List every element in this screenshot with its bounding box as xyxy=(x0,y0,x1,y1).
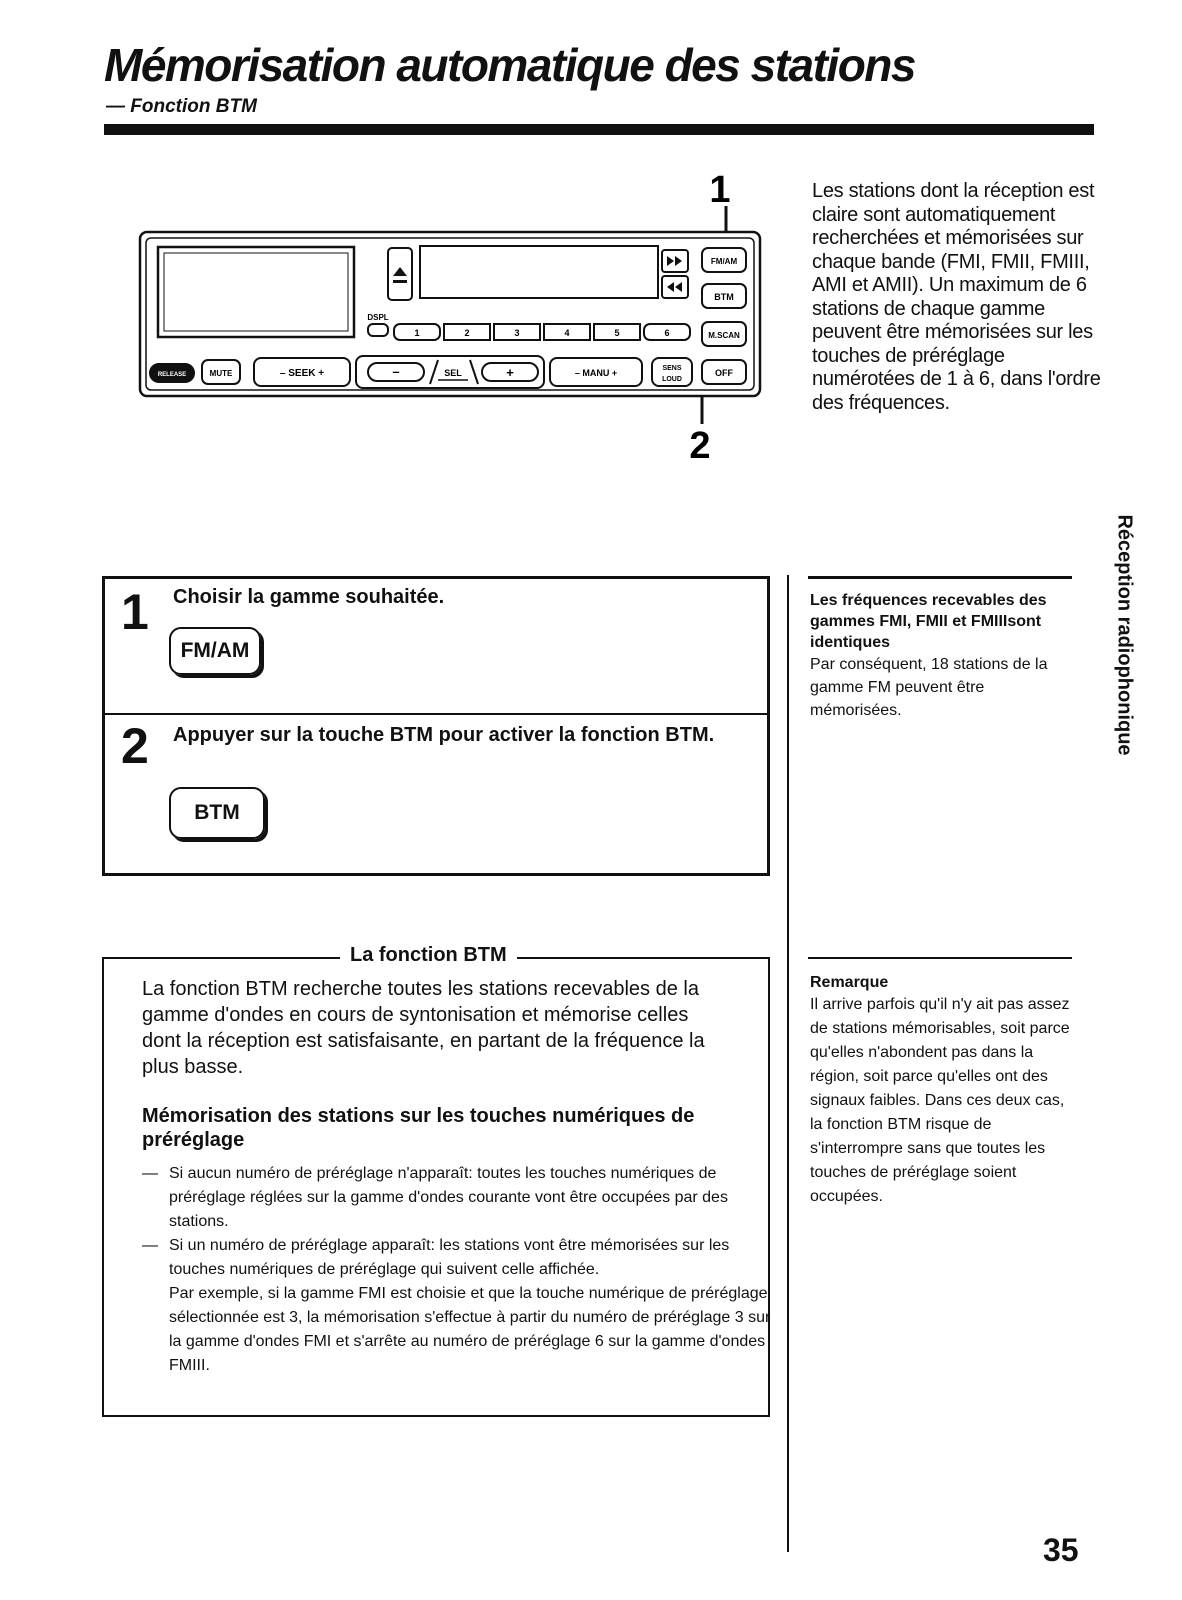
list-dash: — xyxy=(142,1165,158,1182)
fmam-key: FM/AM xyxy=(169,627,261,675)
svg-text:– SEEK +: – SEEK + xyxy=(279,368,325,379)
intro-text: Les stations dont la réception est claire sont automatiquement recherchées et mémorisées sur chaque bande (FMI, FMII, FMIII, AMI et AMII). Un maximum de 6 stations de chaque gamme peuvent être mémorisées sur les touches de préréglage numérotées de 1 à 6, dans l'ordre des fréquences. xyxy=(812,180,1101,414)
svg-text:FM/AM: FM/AM xyxy=(710,257,738,266)
btm-key: BTM xyxy=(169,787,265,839)
svg-text:OFF: OFF xyxy=(715,368,733,378)
dspl-label: DSPL xyxy=(367,313,389,322)
list-item-text: Si un numéro de préréglage apparaît: les stations vont être mémorisées sur les touches numériques de préréglage qui suivent celle affichée. xyxy=(169,1237,730,1278)
svg-text:5: 5 xyxy=(614,328,620,338)
callout-2: 2 xyxy=(689,425,711,467)
title-rule xyxy=(104,124,1094,135)
column-divider xyxy=(787,575,789,1552)
page-title: Mémorisation automatique des stations xyxy=(104,39,915,91)
svg-text:–: – xyxy=(392,364,400,379)
btm-list xyxy=(142,1162,772,1378)
svg-text:+: + xyxy=(506,365,514,380)
list-item xyxy=(142,1162,772,1234)
svg-text:– MANU +: – MANU + xyxy=(574,368,618,378)
side-note-2-text: Il arrive parfois qu'il n'y ait pas assez de stations mémorisables, soit parce qu'elles n'abondent pas dans la région, soit parce qu'elles ont des signaux faibles. Dans ces deux cas, la fonction BTM risque de s'interrompre sans que toutes les touches de préréglage soient occupées. xyxy=(810,996,1070,1205)
svg-text:SENS: SENS xyxy=(662,365,682,372)
step-1-text: Choisir la gamme souhaitée. xyxy=(173,586,445,608)
svg-text:BTM: BTM xyxy=(714,292,734,302)
svg-text:3: 3 xyxy=(514,328,520,338)
step-1-number: 1 xyxy=(121,584,149,640)
svg-text:2: 2 xyxy=(464,328,470,338)
list-item-text: Si aucun numéro de préréglage n'apparaît: toutes les touches numériques de préréglage réglées sur la gamme d'ondes courante vont être occupées par des stations. xyxy=(169,1165,728,1230)
step-1 xyxy=(105,579,767,715)
callout-1: 1 xyxy=(709,169,731,211)
step-2 xyxy=(105,713,767,873)
btm-paragraph: La fonction BTM recherche toutes les stations recevables de la gamme d'ondes en cours de syntonisation et mémorise celles dont la réception est satisfaisante, en partant de la fréquence la plus basse. xyxy=(142,978,705,1078)
section-tab xyxy=(1104,505,1144,765)
side-note-2 xyxy=(810,972,1080,1209)
svg-text:4: 4 xyxy=(564,328,570,338)
svg-text:1: 1 xyxy=(414,328,420,338)
sel-label: SEL xyxy=(444,368,462,378)
side-note-1-rule xyxy=(808,576,1072,579)
btm-box-legend: La fonction BTM xyxy=(340,944,517,967)
section-tab-label: Réception radiophonique xyxy=(1113,514,1136,756)
list-dash: — xyxy=(142,1237,158,1254)
svg-text:6: 6 xyxy=(664,328,670,338)
page-subtitle: — Fonction BTM xyxy=(106,96,257,117)
svg-text:RELEASE: RELEASE xyxy=(157,372,187,378)
side-note-2-heading: Remarque xyxy=(810,974,889,991)
steps-box xyxy=(102,576,770,876)
svg-text:M.SCAN: M.SCAN xyxy=(708,331,740,340)
side-note-1 xyxy=(810,590,1080,722)
example-text: Par exemple, si la gamme FMI est choisie et que la touche numérique de préréglage sélectionnée est 3, la mémorisation s'effectue à partir du numéro de préréglage 3 sur la gamme d'ondes FMI et s'arrête au numéro de préréglage 6 sur la gamme d'ondes FMIII. xyxy=(169,1285,771,1374)
page-number: 35 xyxy=(1043,1532,1079,1568)
side-note-2-rule xyxy=(808,957,1072,959)
side-note-1-text: Par conséquent, 18 stations de la gamme FM peuvent être mémorisées. xyxy=(810,656,1048,719)
btm-subheading: Mémorisation des stations sur les touches numériques de préréglage xyxy=(142,1105,695,1151)
step-2-text: Appuyer sur la touche BTM pour activer la fonction BTM. xyxy=(173,724,715,746)
step-2-number: 2 xyxy=(121,718,149,774)
side-note-1-heading: Les fréquences recevables des gammes FMI, FMII et FMIIIsont identiques xyxy=(810,592,1047,651)
list-item xyxy=(142,1234,772,1282)
device-diagram xyxy=(130,160,780,470)
svg-text:LOUD: LOUD xyxy=(662,376,682,383)
svg-text:MUTE: MUTE xyxy=(209,369,233,378)
